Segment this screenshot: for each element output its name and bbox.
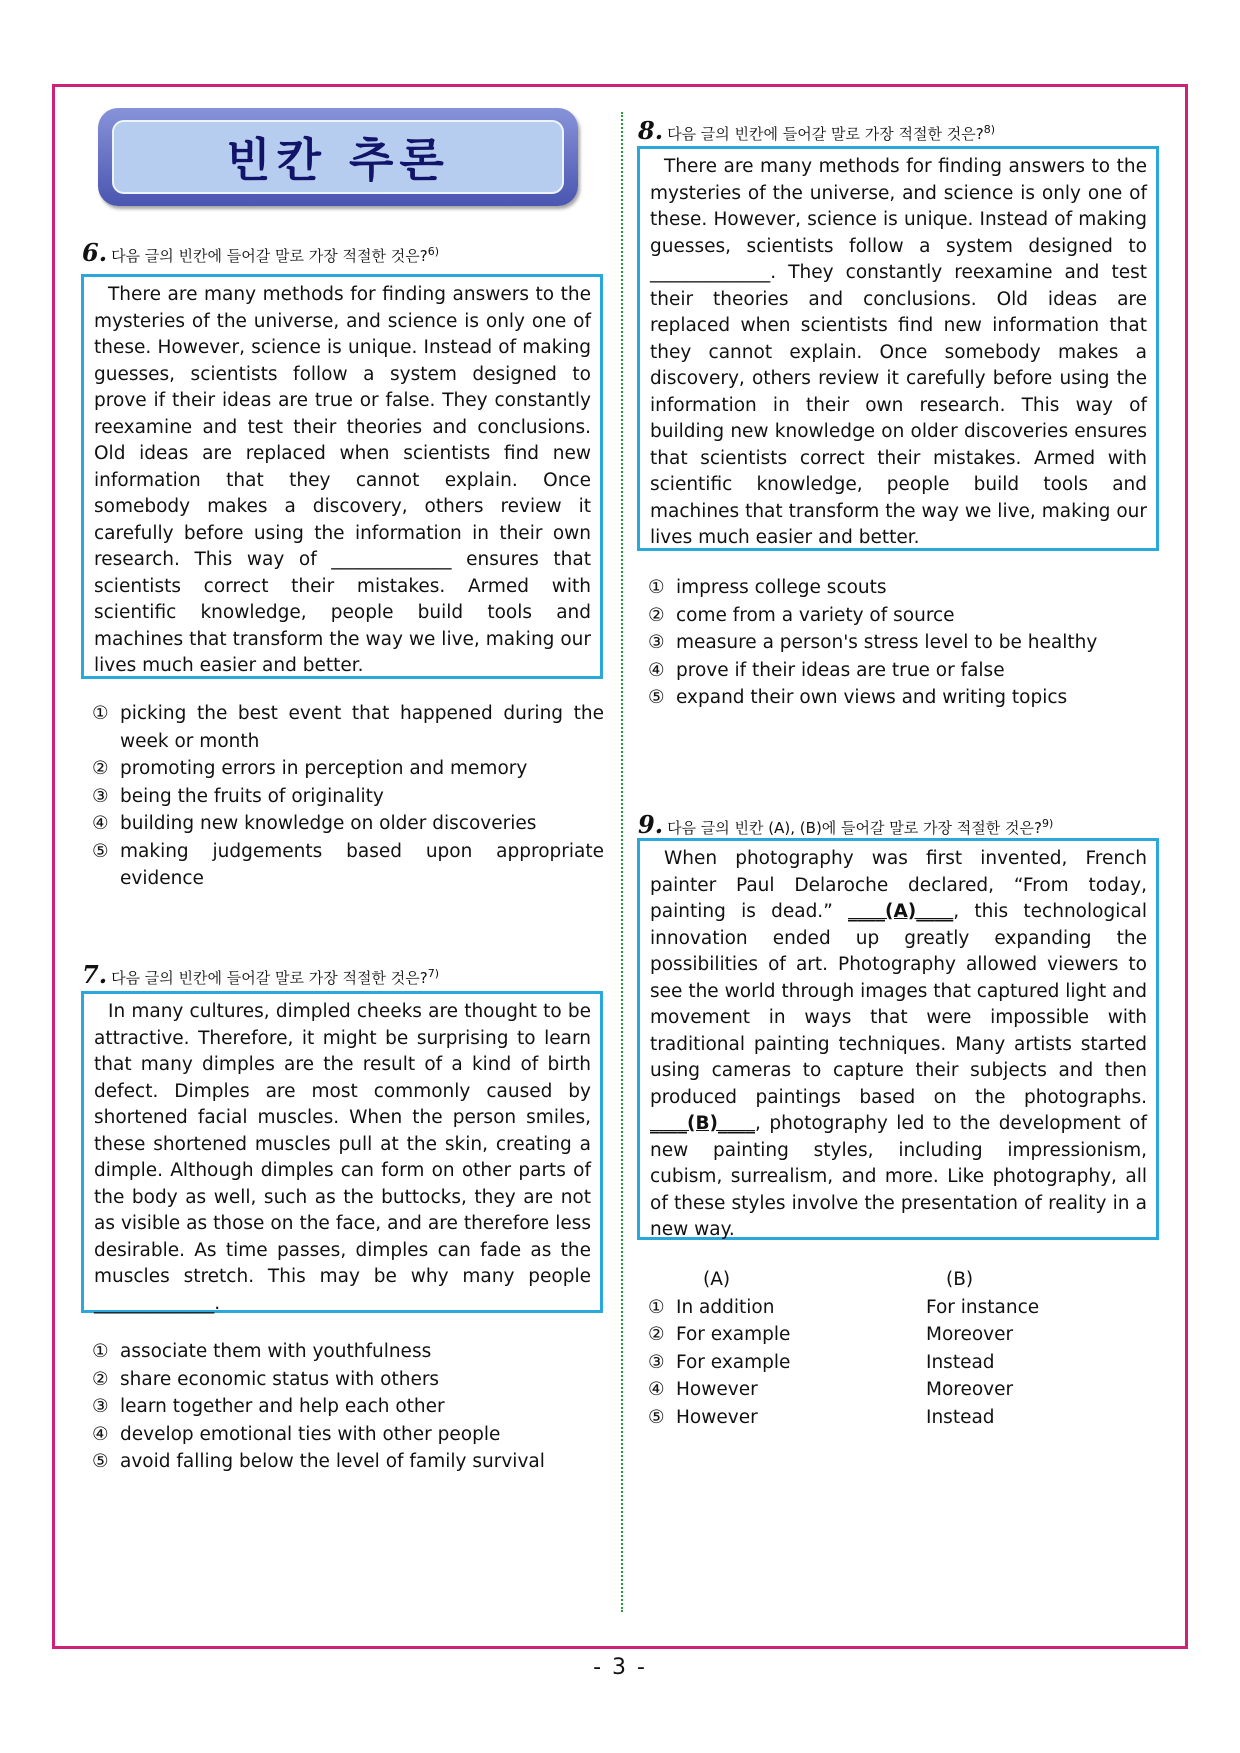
q8-option-2[interactable]: ② come from a variety of source (648, 604, 955, 626)
q7-option-2[interactable]: ② share economic status with others (92, 1368, 440, 1390)
q9-options (648, 1266, 1160, 1431)
q6-passage: There are many methods for finding answers to the mysteries of the universe, and science is only one of these. However, science is unique. Instead of making guesses, scientists follow a system designed to prove if their ideas are true or false. They constantly reexamine and test their theories and conclusions. Old ideas are replaced when scientists find new information that they cannot explain. Once somebody makes a discovery, others review it carefully before using the information in their own research. This way of _____________ ensures that scientists correct their mistakes. Armed with scientific knowledge, people build tools and machines that transform the way we live, making our lives much easier and better. (94, 284, 591, 676)
q7-number: 7. (82, 960, 108, 989)
q8-footnote: 8) (983, 123, 996, 136)
q6-options (92, 700, 604, 893)
q9-options-header (648, 1266, 1160, 1294)
q8-passage-box (637, 146, 1159, 551)
q9-option-4[interactable]: ④ However Moreover (648, 1379, 1014, 1400)
q8-option-5[interactable]: ⑤ expand their own views and writing topics (648, 687, 1068, 708)
q9-blank-b: ____(B)____ (650, 1113, 756, 1134)
q7-footnote: 7) (427, 967, 440, 980)
q7-passage: In many cultures, dimpled cheeks are thought to be attractive. Therefore, it might be surprising to learn that many dimples are the result of a kind of birth defect. Dimples are most commonly caused by shortened facial muscles. When the person smiles, these shortened muscles pull at the skin, creating a dimple. Although dimples can form on other parts of the body as well, such as the buttocks, they are not as visible as those on the face, and are therefore less desirable. As time passes, dimples can fade as the muscles stretch. This may be why many people _____________. (94, 1001, 591, 1314)
q9-option-5[interactable]: ⑤ However Instead (648, 1406, 995, 1428)
q8-number: 8. (638, 116, 664, 145)
section-title-inner (112, 120, 564, 194)
q7-passage-box (81, 991, 603, 1313)
q7-prompt: 다음 글의 빈칸에 들어갈 말로 가장 적절한 것은? (111, 969, 428, 987)
q6-prompt: 다음 글의 빈칸에 들어갈 말로 가장 적절한 것은? (111, 247, 428, 265)
q8-option-4[interactable]: ④ prove if their ideas are true or false (648, 659, 1005, 681)
q9-header-b: (B) (946, 1269, 974, 1290)
q9-option-1[interactable]: ① In addition For instance (648, 1296, 1040, 1318)
q6-option-2[interactable]: ② promoting errors in perception and memory (92, 758, 528, 779)
column-divider (621, 112, 623, 1612)
page-number: - 3 - (593, 1655, 647, 1680)
q6-option-5[interactable]: ⑤ making judgements based upon appropriate evidence (92, 840, 604, 889)
q8-options (648, 574, 1160, 712)
q9-passage: When photography was first invented, French painter Paul Delaroche declared, “From today, painting is dead.” ____(A)____, this technological innovation ended up greatly expanding the possibilities of art. Photography allowed viewers to see the world through images that captured light and movement in ways that were impossible with traditional painting techniques. Many artists started using cameras to capture their subjects and then produced paintings based on the photographs. ____(B)____, photography led to the development of new painting styles, including impressionism, cubism, surrealism, and more. Like photography, all of these styles involve the presentation of reality in a new way. (650, 848, 1147, 1240)
q7-option-1[interactable]: ① associate them with youthfulness (92, 1341, 432, 1362)
q7-heading (82, 960, 439, 989)
q6-footnote: 6) (427, 245, 440, 258)
q8-prompt: 다음 글의 빈칸에 들어갈 말로 가장 적절한 것은? (667, 125, 984, 143)
q6-passage-box (81, 274, 603, 679)
q6-number: 6. (82, 238, 108, 267)
q9-header-a: (A) (703, 1269, 731, 1290)
section-title: 빈칸 추론 (226, 133, 450, 187)
q7-options (92, 1338, 604, 1476)
q9-heading (638, 810, 1053, 839)
section-title-box (98, 108, 578, 206)
q6-option-4[interactable]: ④ building new knowledge on older discoveries (92, 813, 537, 834)
q9-number: 9. (638, 810, 664, 839)
q9-option-2[interactable]: ② For example Moreover (648, 1324, 1014, 1345)
q9-option-3[interactable]: ③ For example Instead (648, 1351, 995, 1373)
q6-heading (82, 238, 439, 267)
q9-prompt: 다음 글의 빈칸 (A), (B)에 들어갈 말로 가장 적절한 것은? (667, 819, 1042, 837)
q7-option-5[interactable]: ⑤ avoid falling below the level of family survival (92, 1451, 545, 1472)
q7-option-3[interactable]: ③ learn together and help each other (92, 1396, 445, 1417)
q9-passage-box (637, 838, 1159, 1240)
q8-heading (638, 116, 995, 145)
q8-option-1[interactable]: ① impress college scouts (648, 577, 887, 598)
q8-passage: There are many methods for finding answers to the mysteries of the universe, and science is only one of these. However, science is unique. Instead of making guesses, scientists follow a system designed to _____________. They constantly reexamine and test their theories and conclusions. Old ideas are replaced when scientists find new information that they cannot explain. Once somebody makes a discovery, others review it carefully before using the information in their own research. This way of building new knowledge on older discoveries ensures that scientists correct their mistakes. Armed with scientific knowledge, people build tools and machines that transform the way we live, making our lives much easier and better. (650, 156, 1147, 548)
q6-option-3[interactable]: ③ being the fruits of originality (92, 785, 384, 807)
q9-blank-a: ____(A)____ (848, 901, 954, 922)
q8-option-3[interactable]: ③ measure a person's stress level to be healthy (648, 632, 1098, 653)
q6-option-1[interactable]: ① picking the best event that happened during the week or month (92, 703, 604, 752)
q7-option-4[interactable]: ④ develop emotional ties with other people (92, 1423, 501, 1445)
q9-footnote: 9) (1041, 817, 1054, 830)
